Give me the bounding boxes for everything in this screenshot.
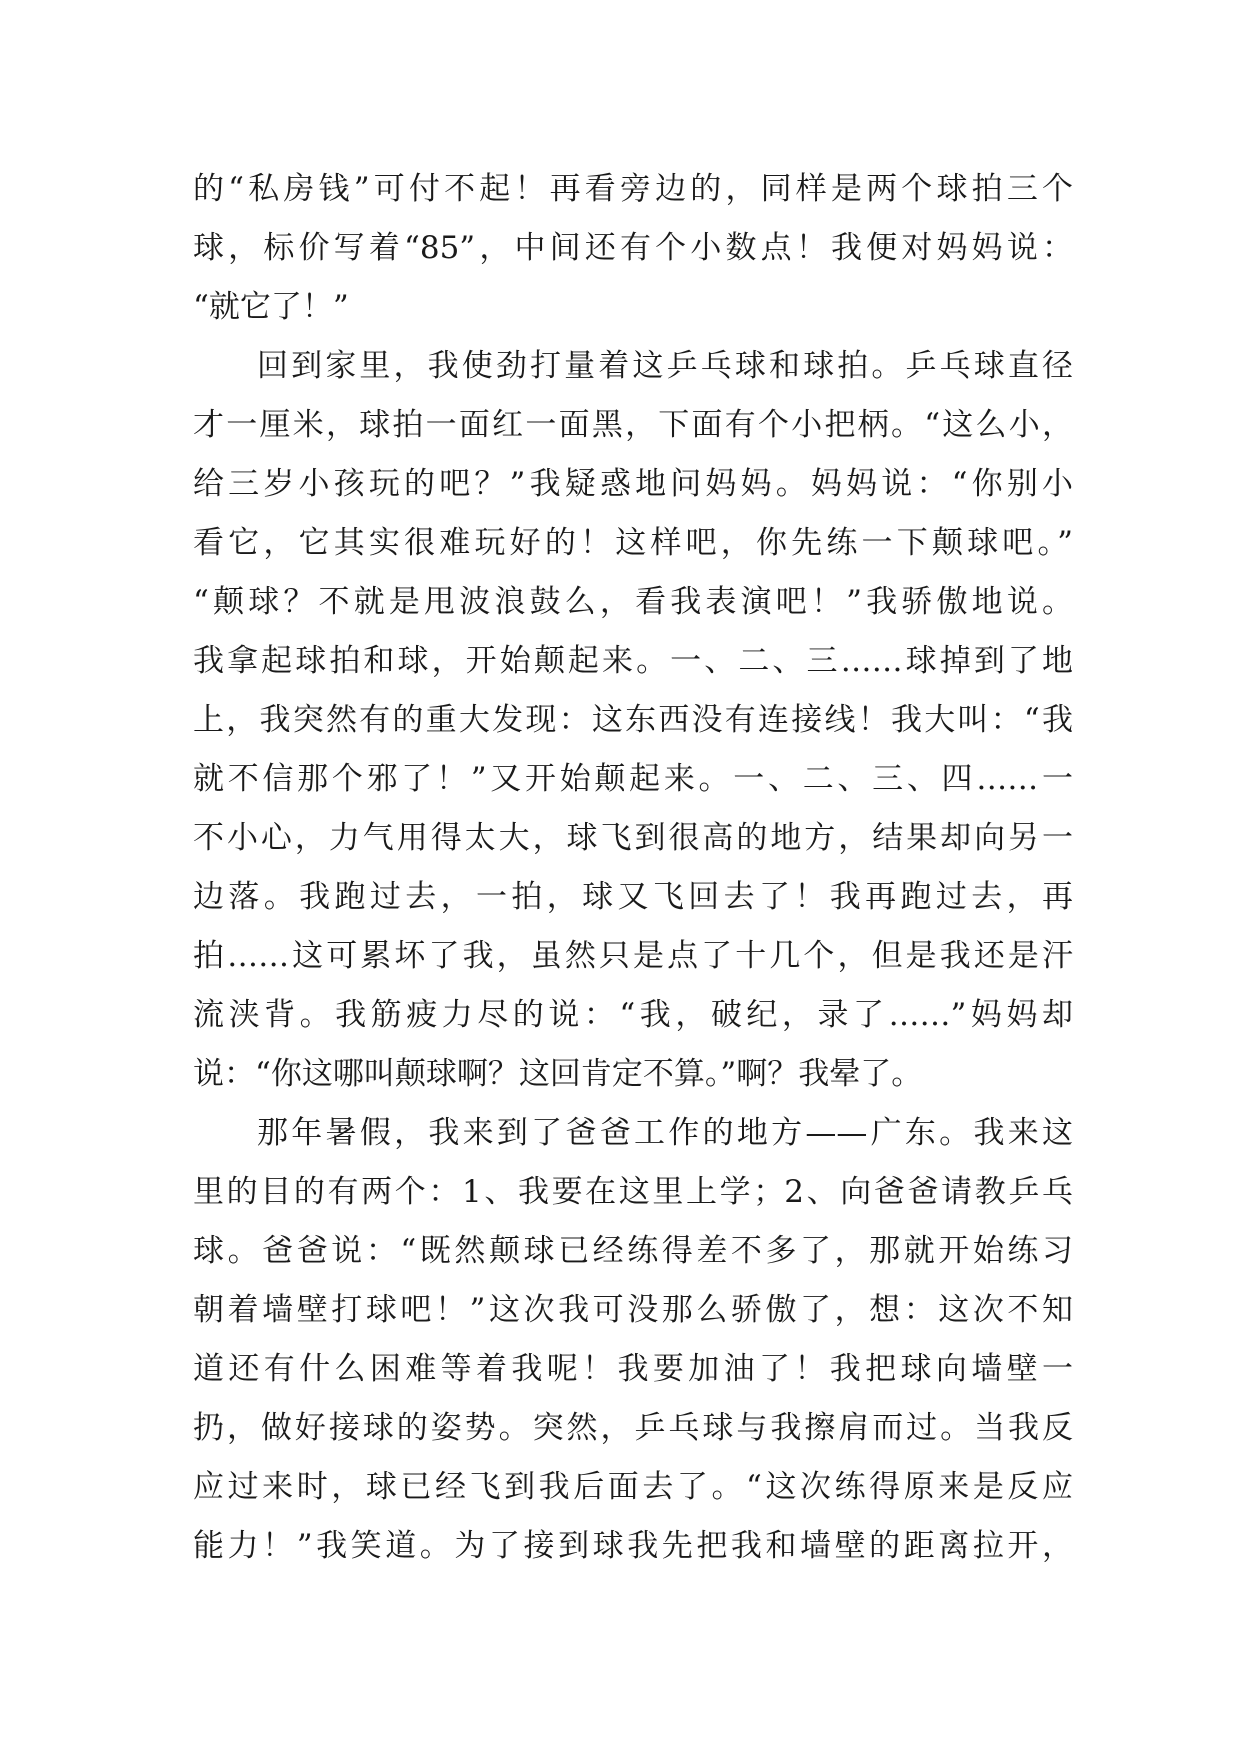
text-line: 球。爸爸说：“既然颠球已经练得差不多了，那就开始练习 <box>193 1233 1073 1269</box>
text-line: 应过来时，球已经飞到我后面去了。“这次练得原来是反应 <box>193 1469 1073 1505</box>
text-line: 球，标价写着“85”，中间还有个小数点！我便对妈妈说： <box>193 230 1073 266</box>
text-line: 朝着墙壁打球吧！”这次我可没那么骄傲了，想：这次不知 <box>193 1292 1073 1328</box>
text-line: 才一厘米，球拍一面红一面黑，下面有个小把柄。“这么小， <box>193 407 1073 443</box>
text-line: 扔，做好接球的姿势。突然，乒乓球与我擦肩而过。当我反 <box>193 1410 1073 1446</box>
text-line: 看它，它其实很难玩好的！这样吧，你先练一下颠球吧。” <box>193 525 1073 561</box>
text-line: 里的目的有两个：1、我要在这里上学；2、向爸爸请教乒乓 <box>193 1174 1073 1210</box>
paragraph-first-line: 那年暑假，我来到了爸爸工作的地方——广东。我来这 <box>257 1115 1073 1151</box>
text-line: 拍……这可累坏了我，虽然只是点了十几个，但是我还是汗 <box>193 938 1073 974</box>
text-line: 我拿起球拍和球，开始颠起来。一、二、三……球掉到了地 <box>193 643 1073 679</box>
paragraph-first-line: 回到家里，我使劲打量着这乒乓球和球拍。乒乓球直径 <box>257 348 1073 384</box>
text-line: “就它了！” <box>193 289 349 325</box>
text-line: 边落。我跑过去，一拍，球又飞回去了！我再跑过去，再 <box>193 879 1073 915</box>
text-line: 给三岁小孩玩的吧？”我疑惑地问妈妈。妈妈说：“你别小 <box>193 466 1073 502</box>
text-line: 就不信那个邪了！”又开始颠起来。一、二、三、四……一 <box>193 761 1073 797</box>
text-line: 能力！”我笑道。为了接到球我先把我和墙壁的距离拉开， <box>193 1528 1073 1564</box>
text-line: “颠球？不就是甩波浪鼓么，看我表演吧！”我骄傲地说。 <box>193 584 1073 620</box>
text-line: 不小心，力气用得太大，球飞到很高的地方，结果却向另一 <box>193 820 1073 856</box>
body-text <box>193 160 1073 1576</box>
text-line: 说：“你这哪叫颠球啊？这回肯定不算。”啊？我晕了。 <box>193 1056 923 1092</box>
text-line: 道还有什么困难等着我呢！我要加油了！我把球向墙壁一 <box>193 1351 1073 1387</box>
text-line: 上，我突然有的重大发现：这东西没有连接线！我大叫：“我 <box>193 702 1073 738</box>
text-line: 流浃背。我筋疲力尽的说：“我，破纪，录了……”妈妈却 <box>193 997 1073 1033</box>
text-line: 的“私房钱”可付不起！再看旁边的，同样是两个球拍三个 <box>193 171 1073 207</box>
